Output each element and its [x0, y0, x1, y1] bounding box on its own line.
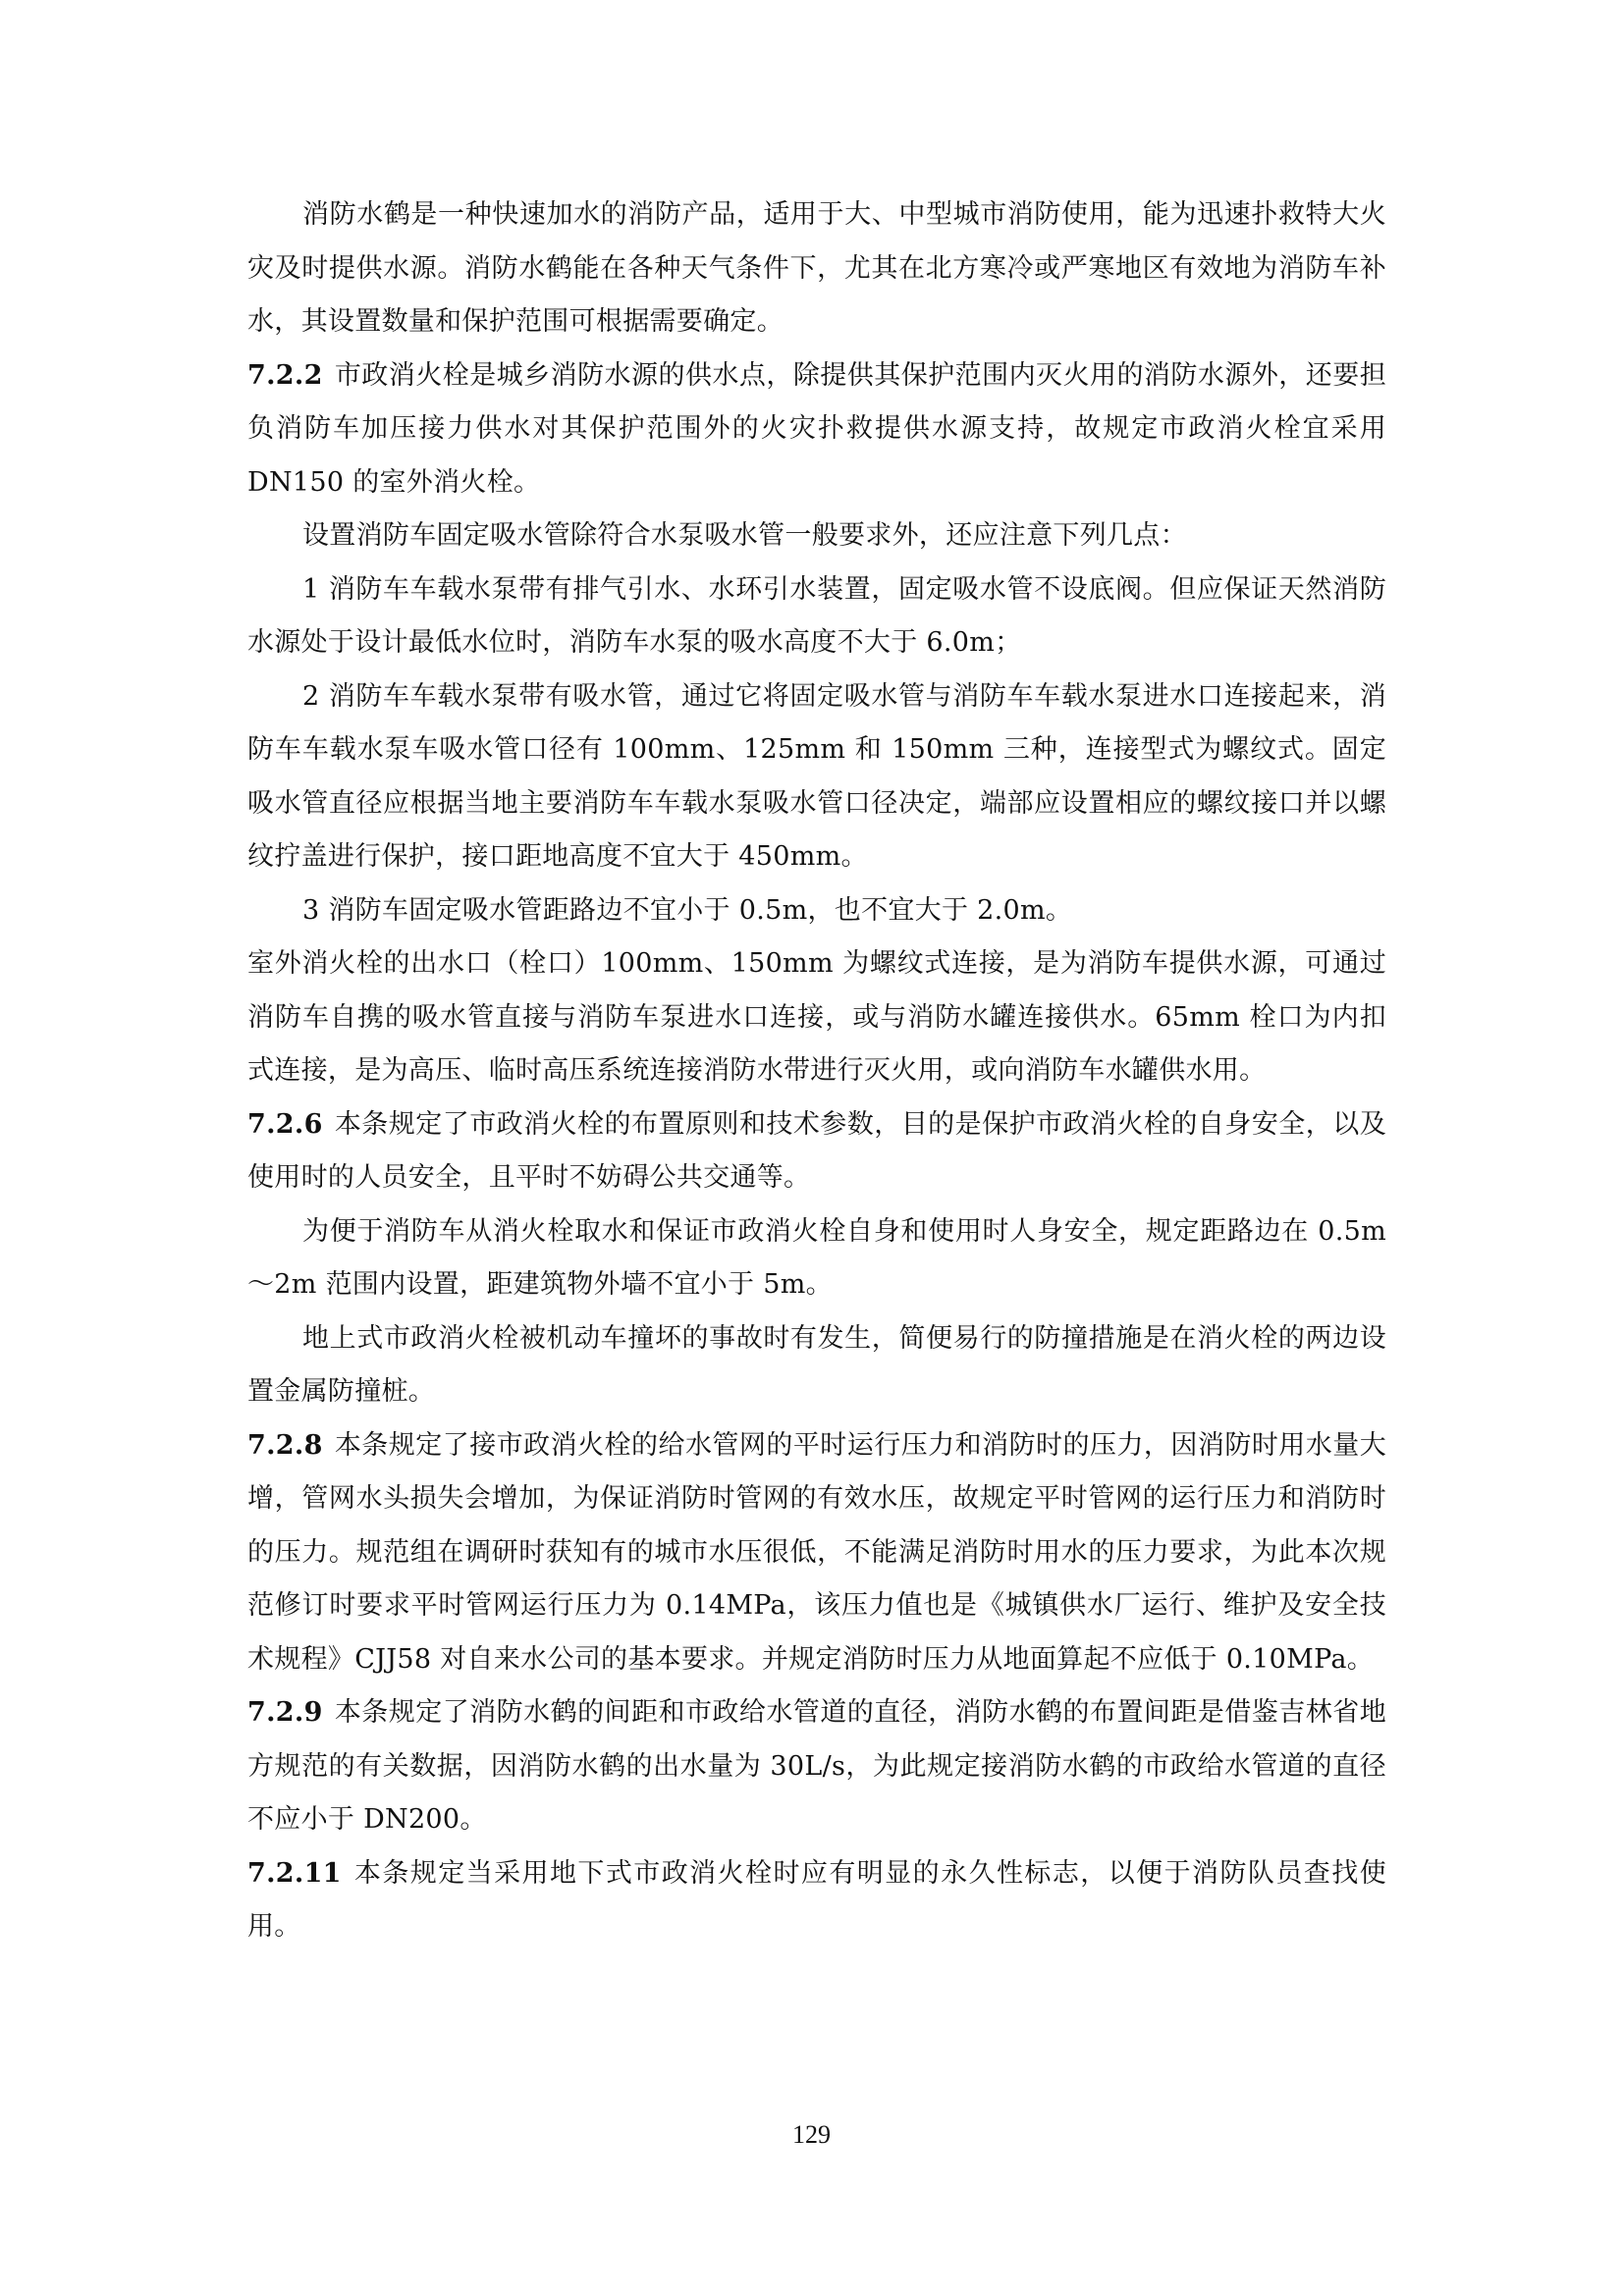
paragraph-text: 设置消防车固定吸水管除符合水泵吸水管一般要求外，还应注意下列几点：	[302, 520, 1187, 551]
list-item	[247, 670, 1386, 884]
clause-number: 7.2.2	[247, 359, 323, 391]
paragraph-text: 本条规定了消防水鹤的间距和市政给水管道的直径，消防水鹤的布置间距是借鉴吉林省地方规范的有关数据，因消防水鹤的出水量为 30L/s，为此规定接消防水鹤的市政给水管道的直径不应小于 DN200。	[247, 1697, 1386, 1835]
clause-paragraph	[247, 1419, 1386, 1687]
paragraph-text: 1 消防车车载水泵带有排气引水、水环引水装置，固定吸水管不设底阀。但应保证天然消防水源处于设计最低水位时，消防车水泵的吸水高度不大于 6.0m；	[247, 573, 1386, 658]
paragraph-text: 3 消防车固定吸水管距路边不宜小于 0.5m，也不宜大于 2.0m。	[302, 894, 1073, 926]
paragraph	[247, 1312, 1386, 1419]
paragraph-text: 消防水鹤是一种快速加水的消防产品，适用于大、中型城市消防使用，能为迅速扑救特大火灾及时提供水源。消防水鹤能在各种天气条件下，尤其在北方寒冷或严寒地区有效地为消防车补水，其设置数量和保护范围可根据需要确定。	[247, 199, 1386, 337]
paragraph-text: 2 消防车车载水泵带有吸水管，通过它将固定吸水管与消防车车载水泵进水口连接起来，消防车车载水泵车吸水管口径有 100mm、125mm 和 150mm 三种，连接型式为螺纹式。固定吸水管直径应根据当地主要消防车车载水泵吸水管口径决定，端部应设置相应的螺纹接口并以螺纹拧盖进行保护，接口距地高度不宜大于 450mm。	[247, 680, 1386, 872]
clause-paragraph	[247, 1098, 1386, 1205]
paragraph-text: 市政消火栓是城乡消防水源的供水点，除提供其保护范围内灭火用的消防水源外，还要担负消防车加压接力供水对其保护范围外的火灾扑救提供水源支持，故规定市政消火栓宜采用 DN150 的室外消火栓。	[247, 359, 1386, 498]
clause-number: 7.2.8	[247, 1429, 323, 1461]
clause-number: 7.2.11	[247, 1857, 342, 1889]
paragraph-text: 本条规定了市政消火栓的布置原则和技术参数，目的是保护市政消火栓的自身安全，以及使用时的人员安全，且平时不妨碍公共交通等。	[247, 1108, 1386, 1193]
paragraph	[247, 509, 1386, 563]
clause-number: 7.2.9	[247, 1697, 323, 1728]
paragraph	[247, 1205, 1386, 1312]
paragraph	[247, 188, 1386, 349]
paragraph-text: 本条规定了接市政消火栓的给水管网的平时运行压力和消防时的压力，因消防时用水量大增，管网水头损失会增加，为保证消防时管网的有效水压，故规定平时管网的运行压力和消防时的压力。规范组在调研时获知有的城市水压很低，不能满足消防时用水的压力要求，为此本次规范修订时要求平时管网运行压力为 0.14MPa，该压力值也是《城镇供水厂运行、维护及安全技术规程》CJJ58 对自来水公司的基本要求。并规定消防时压力从地面算起不应低于 0.10MPa。	[247, 1429, 1386, 1675]
clause-paragraph	[247, 349, 1386, 510]
clause-paragraph	[247, 1686, 1386, 1847]
paragraph-text: 地上式市政消火栓被机动车撞坏的事故时有发生，简便易行的防撞措施是在消火栓的两边设置金属防撞桩。	[247, 1322, 1386, 1407]
list-item	[247, 563, 1386, 670]
clause-paragraph	[247, 1847, 1386, 1954]
clause-number: 7.2.6	[247, 1108, 323, 1140]
page-number: 129	[792, 2120, 831, 2149]
document-body	[247, 188, 1386, 1954]
paragraph-text: 本条规定当采用地下式市政消火栓时应有明显的永久性标志，以便于消防队员查找使用。	[247, 1857, 1386, 1942]
paragraph-text: 室外消火栓的出水口（栓口）100mm、150mm 为螺纹式连接，是为消防车提供水源，可通过消防车自携的吸水管直接与消防车泵进水口连接，或与消防水罐连接供水。65mm 栓口为内扣式连接，是为高压、临时高压系统连接消防水带进行灭火用，或向消防车水罐供水用。	[247, 948, 1386, 1086]
paragraph	[247, 937, 1386, 1098]
list-item	[247, 884, 1386, 938]
paragraph-text: 为便于消防车从消火栓取水和保证市政消火栓自身和使用时人身安全，规定距路边在 0.5m～2m 范围内设置，距建筑物外墙不宜小于 5m。	[247, 1215, 1386, 1300]
